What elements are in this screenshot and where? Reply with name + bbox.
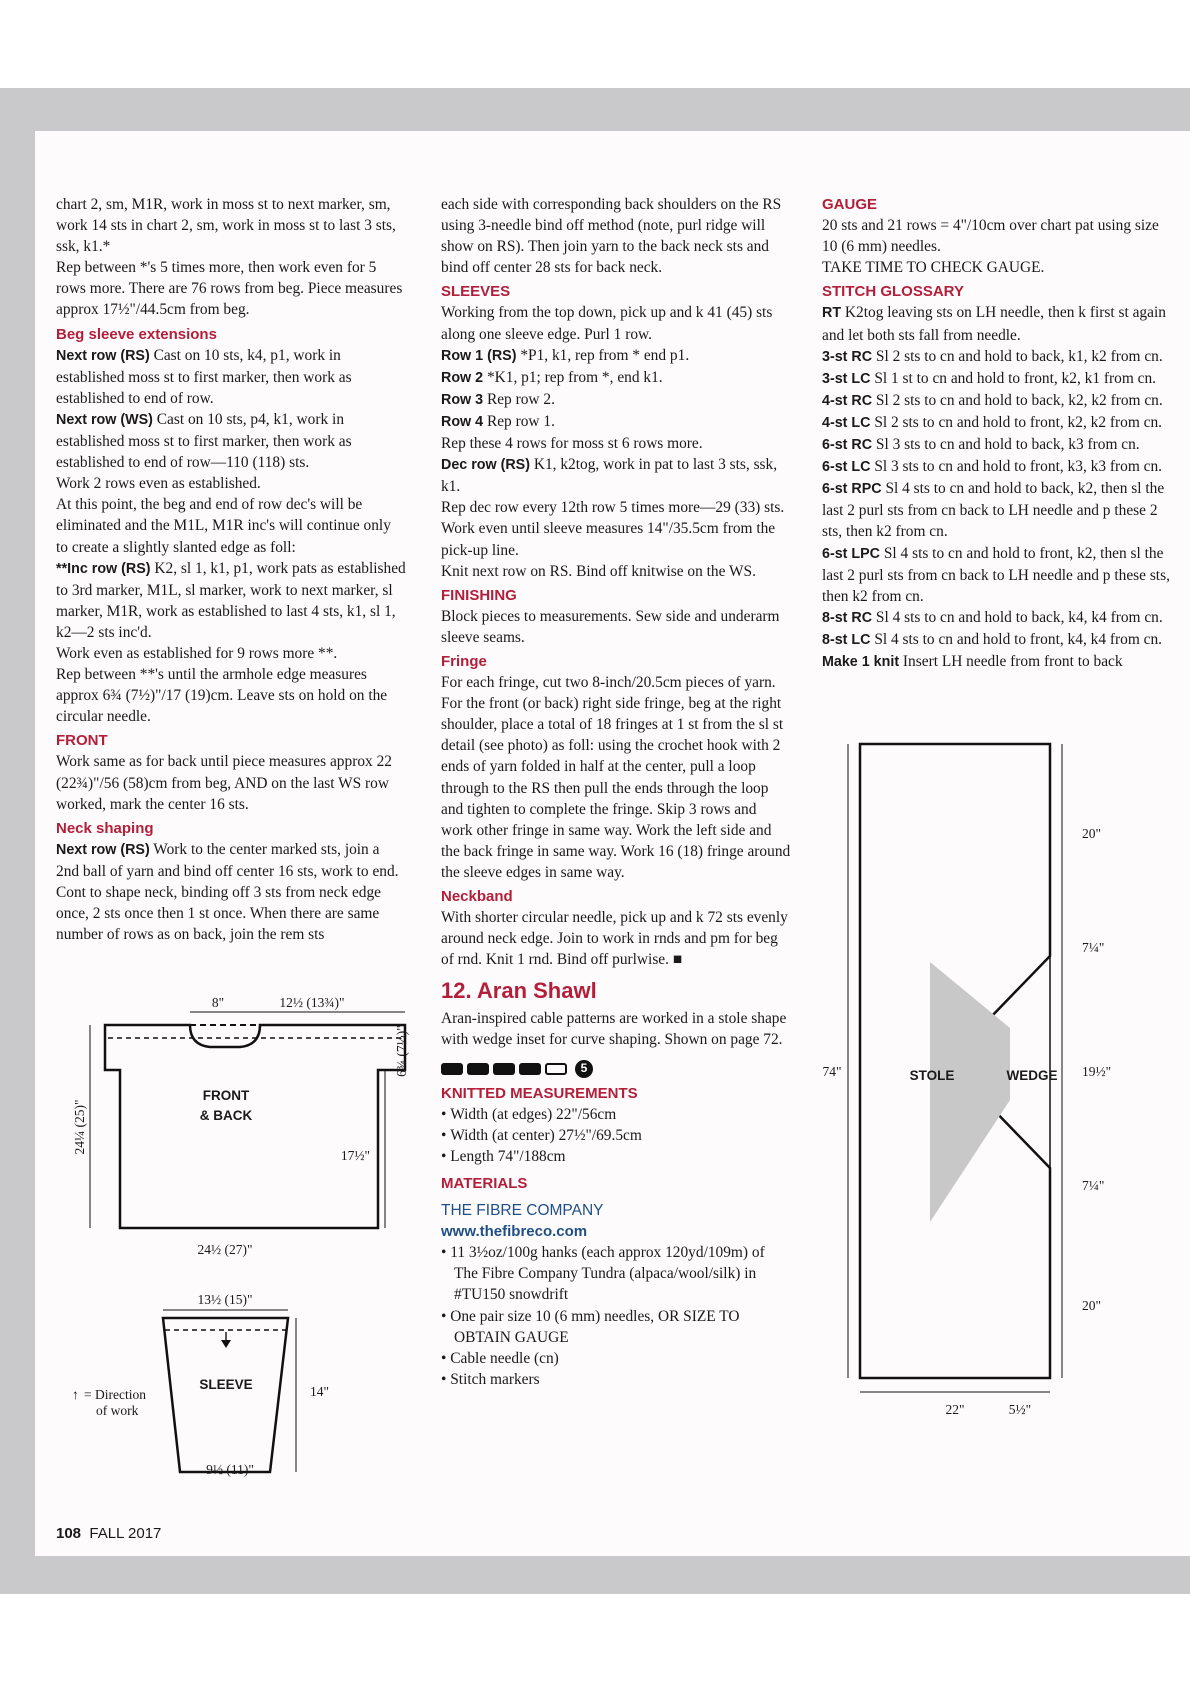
list-item: • Stitch markers: [441, 1369, 791, 1390]
paragraph: [822, 390, 1172, 412]
wedge-shape: [930, 962, 1010, 1222]
wedge-label: WEDGE: [1006, 1068, 1058, 1083]
paragraph-text: 20 sts and 21 rows = 4"/10cm over chart pat using size 10 (6 mm) needles.: [822, 217, 1159, 256]
run-in-term: 3-st LC: [822, 370, 871, 387]
skill-bar-filled-icon: [467, 1063, 489, 1075]
paragraph-text: chart 2, sm, M1R, work in moss st to next marker, sm, work 14 sts in chart 2, sm, work in moss st to last 3 sts, ssk, k1.*: [56, 196, 396, 256]
paragraph: [822, 215, 1172, 257]
list-item: • 11 3½oz/100g hanks (each approx 120yd/109m) of The Fibre Company Tundra (alpaca/wool/silk) in #TU150 snowdrift: [441, 1242, 791, 1305]
sleeve-schematic: [60, 1290, 400, 1480]
paragraph-text: With shorter circular needle, pick up and k 72 sts evenly around neck edge. Join to work in rnds and pm for beg of rnd. Knit 1 rnd. Bind off purlwise. ■: [441, 909, 788, 969]
paragraph: [441, 454, 791, 497]
column-middle: [441, 194, 791, 1390]
materials-heading: MATERIALS: [441, 1174, 528, 1192]
run-in-term: Next row (WS): [56, 411, 153, 428]
section-heading: Beg sleeve extensions: [56, 325, 217, 343]
paragraph: [822, 543, 1172, 607]
section-heading: Fringe: [441, 652, 487, 670]
stole-label: STOLE: [909, 1068, 955, 1083]
body-length-label: 24¼ (25)": [72, 1099, 87, 1155]
paragraph-text: Knit next row on RS. Bind off knitwise on the WS.: [441, 562, 756, 580]
run-in-term: 6-st RC: [822, 437, 873, 454]
paragraph: [56, 494, 406, 557]
paragraph: [822, 434, 1172, 456]
front-back-schematic: [60, 985, 410, 1240]
paragraph-text: Rep row 2.: [483, 390, 555, 408]
paragraph-text: Cast on 10 sts, k4, p1, work in established moss st to first marker, then work as established to end of row.: [56, 346, 352, 407]
paragraph: [441, 302, 791, 344]
paragraph-text: *P1, k1, rep from * end p1.: [516, 346, 690, 364]
paragraph-text: Work even as established for 9 rows more **.: [56, 644, 338, 662]
run-in-term: Row 4: [441, 413, 484, 430]
skill-bar-empty-icon: [545, 1063, 567, 1075]
paragraph: [441, 907, 791, 970]
paragraph-text: Sl 2 sts to cn and hold to front, k2, k2 from cn.: [870, 413, 1163, 431]
run-in-term: Row 1 (RS): [441, 347, 517, 364]
stole-schematic: [820, 732, 1150, 1432]
paragraph-text: Rep these 4 rows for moss st 6 rows more.: [441, 435, 703, 453]
front-back-label-1: FRONT: [202, 1088, 250, 1103]
measurements-heading: KNITTED MEASUREMENTS: [441, 1084, 638, 1102]
paragraph-text: Rep between *'s 5 times more, then work even for 5 rows more. There are 76 rows from beg. Piece measures approx 17½"/44.5cm from beg.: [56, 259, 403, 319]
paragraph-text: *K1, p1; rep from *, end k1.: [483, 368, 663, 386]
paragraph-text: At this point, the beg and end of row dec's will be eliminated and the M1L, M1R inc's will continue only to create a slightly slanted edge as foll:: [56, 496, 391, 556]
pattern-intro: Aran-inspired cable patterns are worked in a stole shape with wedge inset for curve shaping. Shown on page 72.: [441, 1010, 787, 1049]
bottom-section-label: 20": [1082, 1298, 1102, 1313]
run-in-term: Next row (RS): [56, 841, 150, 858]
paragraph: [56, 882, 406, 945]
column-left: [56, 194, 406, 945]
section-heading: STITCH GLOSSARY: [822, 283, 964, 301]
paragraph-text: For each fringe, cut two 8-inch/20.5cm pieces of yarn. For the front (or back) right side fringe, beg at the right shoulder, place a total of 18 fringes at 1 st from the sl st detail (see photo) as foll: using the crochet hook with 2 ends of yarn folded in half at the center, pull a loop through to the RS then pull the ends through the loop and tighten to complete the fringe. Skip 3 rows and work other fringe in same way. Work the left side and the back fringe in same way. Work 16 (18) fringe around the sleeve edges in same way.: [441, 674, 791, 881]
run-in-term: Make 1 knit: [822, 653, 900, 670]
paragraph-text: Sl 4 sts to cn and hold to front, k2, then sl the last 2 purl sts from cn back to LH needle and p these sts, then k2 from cn.: [822, 544, 1170, 605]
section-heading: Neckband: [441, 888, 513, 905]
lower-angle-label: 7¼": [1082, 1178, 1105, 1193]
paragraph-text: K1, k2tog, work in pat to last 3 sts, ssk, k1.: [441, 456, 778, 496]
paragraph: [56, 643, 406, 664]
direction-legend-2: of work: [96, 1403, 139, 1418]
bottom-width-text: 24½ (27)": [197, 1242, 253, 1257]
list-item: • Length 74"/188cm: [441, 1146, 791, 1167]
run-in-term: 4-st LC: [822, 414, 871, 431]
paragraph: [56, 664, 406, 727]
paragraph-text: Work to the center marked sts, join a 2nd ball of yarn and bind off center 16 sts, work to end.: [56, 840, 399, 880]
direction-legend-1: = Direction: [84, 1387, 146, 1402]
stole-length-label: 74": [822, 1064, 842, 1079]
middle-column-text: [441, 194, 791, 970]
paragraph-text: Sl 2 sts to cn and hold to back, k2, k2 from cn.: [872, 391, 1163, 409]
sleeve-label: SLEEVE: [199, 1377, 253, 1392]
measurements-list: [441, 1104, 791, 1167]
paragraph: [56, 558, 406, 643]
paragraph-text: Work 2 rows even as established.: [56, 475, 261, 493]
paragraph: [822, 302, 1172, 345]
list-item: • One pair size 10 (6 mm) needles, OR SIZE TO OBTAIN GAUGE: [441, 1306, 791, 1348]
upper-angle-label: 7¼": [1082, 940, 1105, 955]
paragraph-text: Rep row 1.: [483, 412, 555, 430]
run-in-term: Row 3: [441, 391, 484, 408]
skill-level-badge: 5: [575, 1060, 593, 1078]
run-in-term: 6-st LC: [822, 459, 871, 476]
paragraph: [56, 751, 406, 814]
paragraph: [441, 389, 791, 411]
paragraph: [822, 651, 1172, 673]
offset-label: 5½": [1008, 1402, 1032, 1417]
paragraph-text: each side with corresponding back shoulders on the RS using 3-needle bind off method (note, purl ridge will show on RS). Then join yarn to the back neck sts and bind off center 28 sts for back neck.: [441, 196, 782, 277]
paragraph-text: Work same as for back until piece measures approx 22 (22¾)"/56 (58)cm from beg, AND on the last WS row worked, mark the center 16 sts.: [56, 753, 392, 813]
stole-width-label: 22": [945, 1402, 965, 1417]
paragraph-text: TAKE TIME TO CHECK GAUGE.: [822, 259, 1045, 277]
run-in-term: 3-st RC: [822, 348, 873, 365]
scan-margin-top: [0, 0, 1190, 88]
paragraph-text: Insert LH needle from front to back: [899, 652, 1123, 670]
paragraph: [441, 672, 791, 883]
paragraph: [56, 473, 406, 494]
pattern-title: 12. Aran Shawl: [441, 978, 597, 1004]
paragraph-text: Cast on 10 sts, p4, k1, work in established moss st to first marker, then work as established to end of row—110 (118) sts.: [56, 410, 352, 472]
page-number: 108: [56, 1525, 82, 1542]
paragraph: [441, 367, 791, 389]
paragraph: [56, 194, 406, 257]
sleeve-top-width-label: 13½ (15)": [197, 1292, 253, 1307]
direction-arrow-icon: ↑: [72, 1387, 79, 1402]
run-in-term: 4-st RC: [822, 392, 873, 409]
sleeve-length-label: 14": [310, 1384, 330, 1399]
paragraph: [441, 497, 791, 560]
list-item: • Width (at center) 27½"/69.5cm: [441, 1125, 791, 1146]
section-heading: Neck shaping: [56, 819, 154, 837]
shoulder-width-label: 12½ (13¾)": [279, 995, 345, 1010]
paragraph: [822, 607, 1172, 629]
paragraph: [56, 409, 406, 473]
sleeve-bottom-width-text: 9½ (11)": [206, 1462, 254, 1477]
column-right: [822, 194, 1172, 673]
skill-bar-filled-icon: [441, 1063, 463, 1075]
run-in-term: 6-st RPC: [822, 481, 882, 498]
paragraph-text: Sl 3 sts to cn and hold to front, k3, k3 from cn.: [870, 458, 1163, 476]
paragraph-text: K2, sl 1, k1, p1, work pats as established to 3rd marker, M1L, sl marker, work to next marker, sl marker, M1R, work as established to last 4 sts, k1, sl 1, k2—2 sts inc'd.: [56, 559, 406, 641]
top-section-label: 20": [1082, 826, 1102, 841]
paragraph-text: Sl 1 st to cn and hold to front, k2, k1 from cn.: [870, 369, 1157, 387]
center-width-label: 19½": [1082, 1064, 1112, 1079]
paragraph: [822, 368, 1172, 390]
paragraph: [822, 478, 1172, 542]
paragraph: [441, 411, 791, 433]
paragraph-text: Sl 4 sts to cn and hold to back, k2, then sl the last 2 purl sts from cn back to LH needle and p these 2 sts, then k2 from cn.: [822, 480, 1165, 541]
issue-name: FALL 2017: [89, 1525, 162, 1542]
list-item: • Cable needle (cn): [441, 1348, 791, 1369]
paragraph-text: Sl 4 sts to cn and hold to front, k4, k4 from cn.: [870, 630, 1163, 648]
skill-bar-filled-icon: [519, 1063, 541, 1075]
paragraph: [441, 606, 791, 648]
paragraph: [822, 257, 1172, 278]
company-website-link[interactable]: www.thefibreco.com: [441, 1223, 588, 1241]
paragraph: [441, 194, 791, 278]
scan-margin-bottom: [0, 1594, 1190, 1683]
run-in-term: 8-st RC: [822, 609, 873, 626]
paragraph-text: Rep dec row every 12th row 5 times more—29 (33) sts. Work even until sleeve measures 14"/35.5cm from the pick-up line.: [441, 499, 785, 559]
run-in-term: Row 2: [441, 369, 484, 386]
run-in-term: **Inc row (RS): [56, 560, 151, 577]
paragraph: [56, 257, 406, 320]
section-heading: SLEEVES: [441, 283, 511, 301]
materials-list: [441, 1242, 791, 1390]
paragraph-text: Sl 3 sts to cn and hold to back, k3 from cn.: [872, 436, 1140, 454]
paragraph: [441, 433, 791, 454]
run-in-term: RT: [822, 305, 842, 322]
paragraph: [56, 839, 406, 882]
page-folio: [56, 1525, 161, 1542]
front-back-label-2: & BACK: [199, 1108, 253, 1123]
paragraph-text: Sl 2 sts to cn and hold to back, k1, k2 from cn.: [872, 347, 1163, 365]
paragraph-text: Sl 4 sts to cn and hold to back, k4, k4 from cn.: [872, 608, 1163, 626]
run-in-term: Dec row (RS): [441, 457, 530, 474]
paragraph-text: Cont to shape neck, binding off 3 sts from neck edge once, 2 sts once then 1 st once. When there are same number of rows as on back, join the rem sts: [56, 884, 381, 944]
paragraph-text: Block pieces to measurements. Sew side and underarm sleeve seams.: [441, 607, 780, 646]
run-in-term: 8-st LC: [822, 631, 871, 648]
section-heading: FINISHING: [441, 586, 517, 604]
skill-level-indicator: [441, 1057, 791, 1081]
paragraph: [822, 456, 1172, 478]
skill-bar-filled-icon: [493, 1063, 515, 1075]
yarn-company: THE FIBRE COMPANY: [441, 1202, 604, 1220]
paragraph: [822, 346, 1172, 368]
paragraph: [822, 629, 1172, 651]
paragraph: [441, 345, 791, 367]
neck-width-label: 8": [211, 995, 225, 1010]
paragraph: [441, 561, 791, 582]
side-length-label: 17½": [340, 1148, 370, 1163]
section-heading: FRONT: [56, 732, 108, 750]
section-heading: GAUGE: [822, 196, 878, 213]
paragraph: [822, 412, 1172, 434]
list-item: • Width (at edges) 22"/56cm: [441, 1104, 791, 1125]
paragraph-text: K2tog leaving sts on LH needle, then k first st again and let both sts fall from needle.: [822, 304, 1166, 344]
armhole-depth-label: 6¾ (7½)": [394, 1025, 409, 1077]
run-in-term: Next row (RS): [56, 347, 150, 364]
run-in-term: 6-st LPC: [822, 545, 880, 562]
paragraph-text: Working from the top down, pick up and k 41 (45) sts along one sleeve edge. Purl 1 row.: [441, 304, 773, 343]
paragraph: [56, 345, 406, 409]
paragraph-text: Rep between **'s until the armhole edge measures approx 6¾ (7½)"/17 (19)cm. Leave sts on hold on the circular needle.: [56, 666, 388, 726]
